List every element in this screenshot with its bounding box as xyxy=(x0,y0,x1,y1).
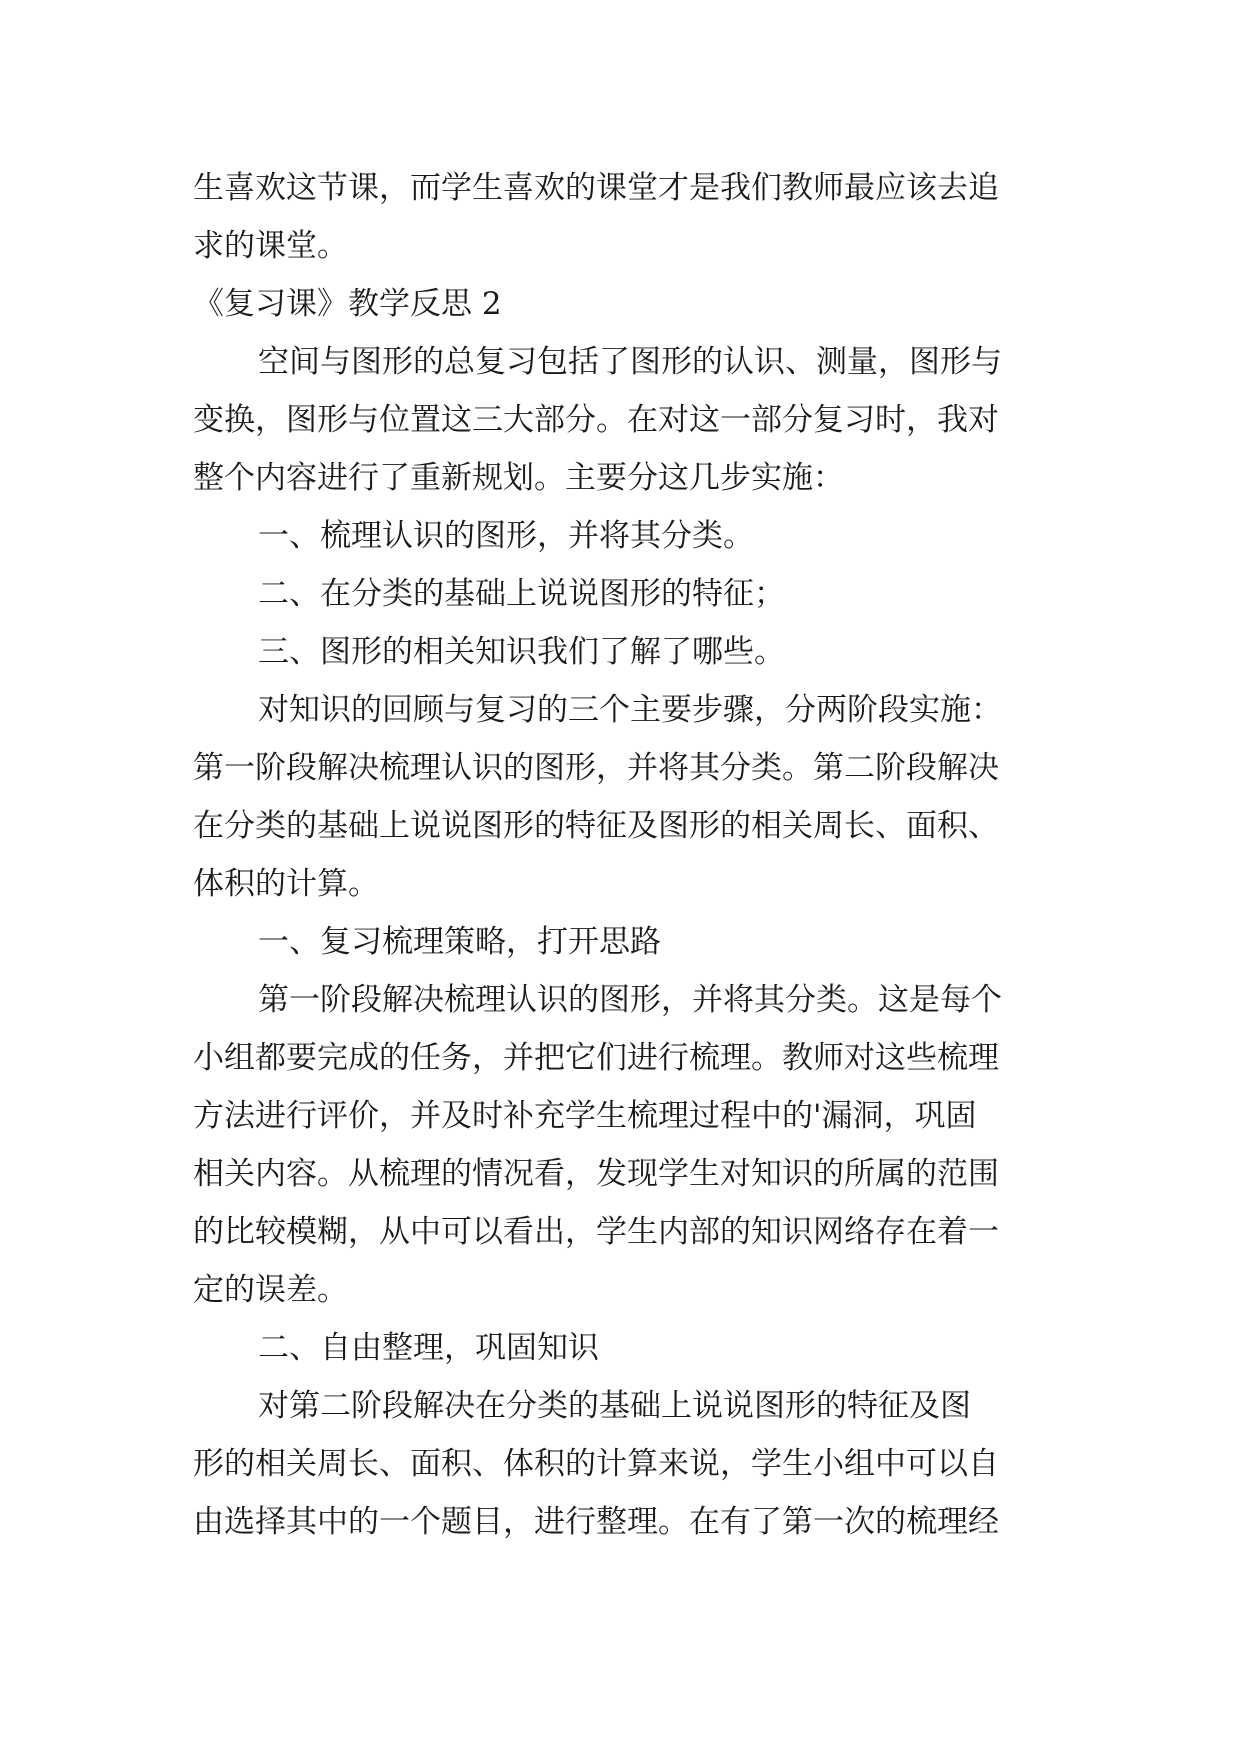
section-heading: 《复习课》教学反思 2 xyxy=(193,286,502,322)
subheading: 一、复习梳理策略，打开思路 xyxy=(258,924,661,960)
paragraph-line: 空间与图形的总复习包括了图形的认识、测量，图形与 xyxy=(258,344,1002,380)
text-line: 求的课堂。 xyxy=(193,228,348,264)
paragraph-line: 第一阶段解决梳理认识的图形，并将其分类。第二阶段解决 xyxy=(193,750,999,786)
paragraph-line: 方法进行评价，并及时补充学生梳理过程中的'漏洞，巩固 xyxy=(193,1098,977,1134)
list-item: 三、图形的相关知识我们了解了哪些。 xyxy=(258,634,785,670)
subheading: 二、自由整理，巩固知识 xyxy=(258,1330,599,1366)
paragraph-line: 形的相关周长、面积、体积的计算来说，学生小组中可以自 xyxy=(193,1446,999,1482)
paragraph-line: 对第二阶段解决在分类的基础上说说图形的特征及图 xyxy=(258,1388,971,1424)
paragraph-line: 定的误差。 xyxy=(193,1272,348,1308)
paragraph-line: 第一阶段解决梳理认识的图形，并将其分类。这是每个 xyxy=(258,982,1002,1018)
text-line: 生喜欢这节课，而学生喜欢的课堂才是我们教师最应该去追 xyxy=(193,170,999,206)
paragraph-line: 整个内容进行了重新规划。主要分这几步实施： xyxy=(193,460,844,496)
paragraph-line: 小组都要完成的任务，并把它们进行梳理。教师对这些梳理 xyxy=(193,1040,999,1076)
paragraph-line: 体积的计算。 xyxy=(193,866,379,902)
list-item: 二、在分类的基础上说说图形的特征； xyxy=(258,576,785,612)
paragraph-line: 相关内容。从梳理的情况看，发现学生对知识的所属的范围 xyxy=(193,1156,999,1192)
paragraph-line: 由选择其中的一个题目，进行整理。在有了第一次的梳理经 xyxy=(193,1504,999,1540)
paragraph-line: 的比较模糊，从中可以看出，学生内部的知识网络存在着一 xyxy=(193,1214,999,1250)
list-item: 一、梳理认识的图形，并将其分类。 xyxy=(258,518,754,554)
paragraph-line: 对知识的回顾与复习的三个主要步骤，分两阶段实施： xyxy=(258,692,1002,728)
paragraph-line: 变换，图形与位置这三大部分。在对这一部分复习时，我对 xyxy=(193,402,999,438)
paragraph-line: 在分类的基础上说说图形的特征及图形的相关周长、面积、 xyxy=(193,808,999,844)
